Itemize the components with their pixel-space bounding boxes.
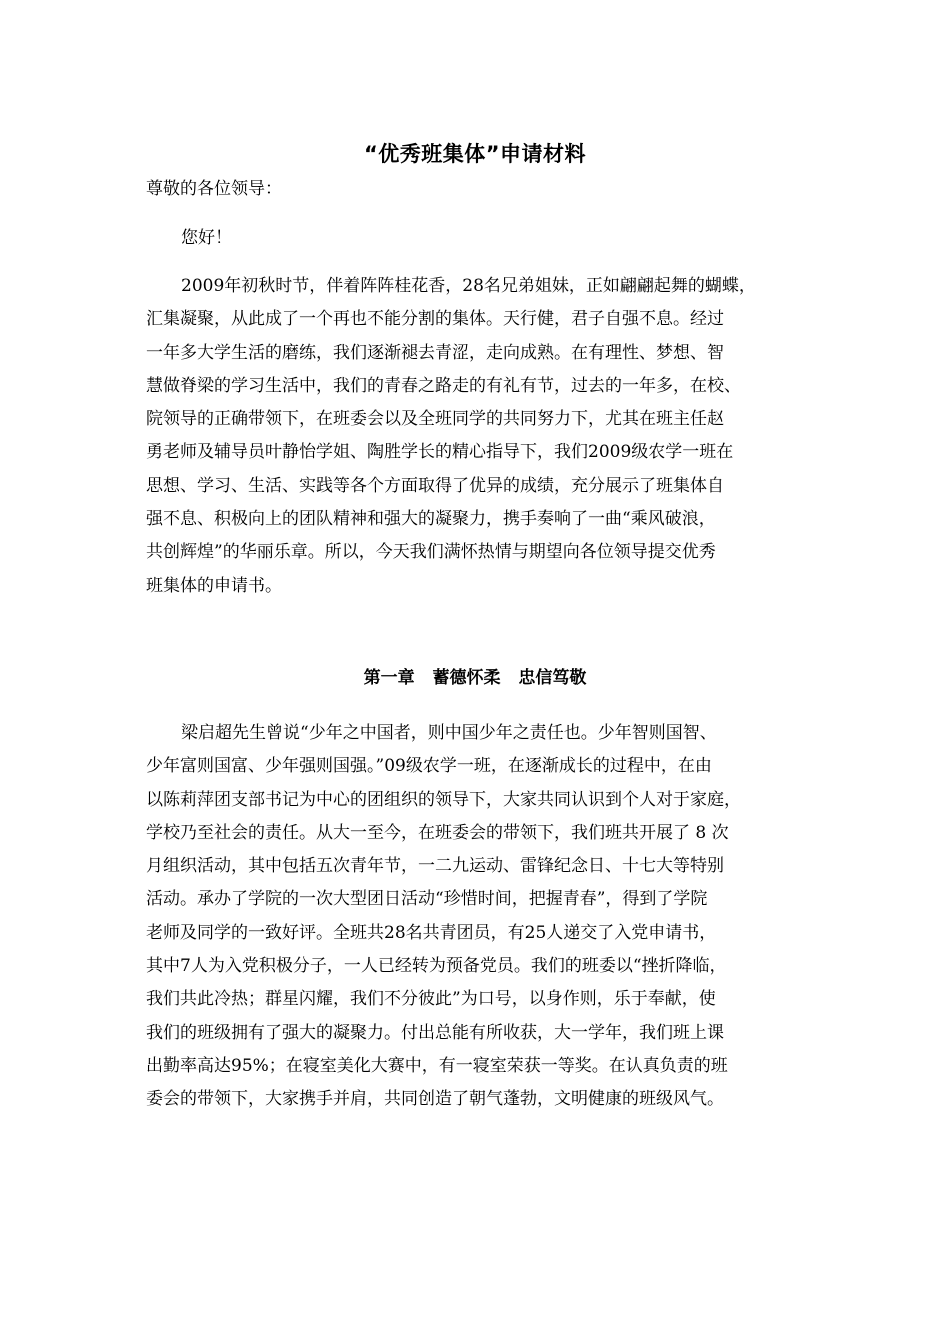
paragraph-line: 我们共此冷热；群星闪耀，我们不分彼此”为口号，以身作则，乐于奉献，使 — [146, 989, 716, 1010]
paragraph-line: 汇集凝聚，从此成了一个再也不能分割的集体。天行健，君子自强不息。经过 — [146, 309, 724, 330]
chapter-heading: 第一章 蓄德怀柔 忠信笃敬 — [363, 668, 587, 688]
paragraph-line: 学校乃至社会的责任。从大一至今，在班委会的带领下，我们班共开展了 8 次 — [146, 822, 729, 843]
paragraph-line: 以陈莉萍团支部书记为中心的团组织的领导下，大家共同认识到个人对于家庭， — [146, 789, 741, 810]
chapter-paragraph — [146, 717, 826, 1117]
paragraph-line: 2009年初秋时节，伴着阵阵桂花香，28名兄弟姐妹，正如翩翩起舞的蝴蝶， — [181, 276, 756, 296]
paragraph-line: 梁启超先生曾说“少年之中国者，则中国少年之责任也。少年智则国智、 — [181, 723, 717, 743]
paragraph-line: 思想、学习、生活、实践等各个方面取得了优异的成绩，充分展示了班集体自 — [146, 475, 724, 496]
paragraph-line: 慧做脊梁的学习生活中，我们的青春之路走的有礼有节，过去的一年多，在校、 — [146, 375, 741, 396]
paragraph-line: 院领导的正确带领下，在班委会以及全班同学的共同努力下，尤其在班主任赵 — [146, 409, 724, 430]
paragraph-line: 活动。承办了学院的一次大型团日活动“珍惜时间，把握青春”，得到了学院 — [146, 889, 708, 910]
paragraph-line: 共创辉煌”的华丽乐章。所以，今天我们满怀热情与期望向各位领导提交优秀 — [146, 542, 716, 563]
paragraph-line: 我们的班级拥有了强大的凝聚力。付出总能有所收获，大一学年，我们班上课 — [146, 1022, 724, 1043]
paragraph-line: 一年多大学生活的磨练，我们逐渐褪去青涩，走向成熟。在有理性、梦想、智 — [146, 342, 724, 363]
paragraph-line: 其中7人为入党积极分子，一人已经转为预备党员。我们的班委以“挫折降临， — [146, 956, 727, 977]
paragraph-line: 出勤率高达95%；在寝室美化大赛中，有一寝室荣获一等奖。在认真负责的班 — [146, 1055, 728, 1076]
paragraph-line: 勇老师及辅导员叶静怡学姐、陶胜学长的精心指导下，我们2009级农学一班在 — [146, 442, 734, 463]
paragraph-line: 强不息、积极向上的团队精神和强大的凝聚力，携手奏响了一曲“乘风破浪， — [146, 509, 716, 530]
paragraph-line: 月组织活动，其中包括五次青年节，一二九运动、雷锋纪念日、十七大等特别 — [146, 856, 724, 877]
greeting: 您好！ — [181, 228, 232, 248]
paragraph-line: 老师及同学的一致好评。全班共28名共青团员，有25人递交了入党申请书， — [146, 922, 717, 943]
document-title: “优秀班集体”申请材料 — [363, 142, 587, 166]
paragraph-line: 班集体的申请书。 — [146, 575, 282, 596]
paragraph-line: 委会的带领下，大家携手并肩，共同创造了朝气蓬勃，文明健康的班级风气。 — [146, 1089, 724, 1110]
paragraph-line: 少年富则国富、少年强则国强。”09级农学一班，在逐渐成长的过程中，在由 — [146, 756, 712, 777]
salutation: 尊敬的各位领导： — [146, 179, 282, 199]
intro-paragraph — [146, 270, 826, 603]
